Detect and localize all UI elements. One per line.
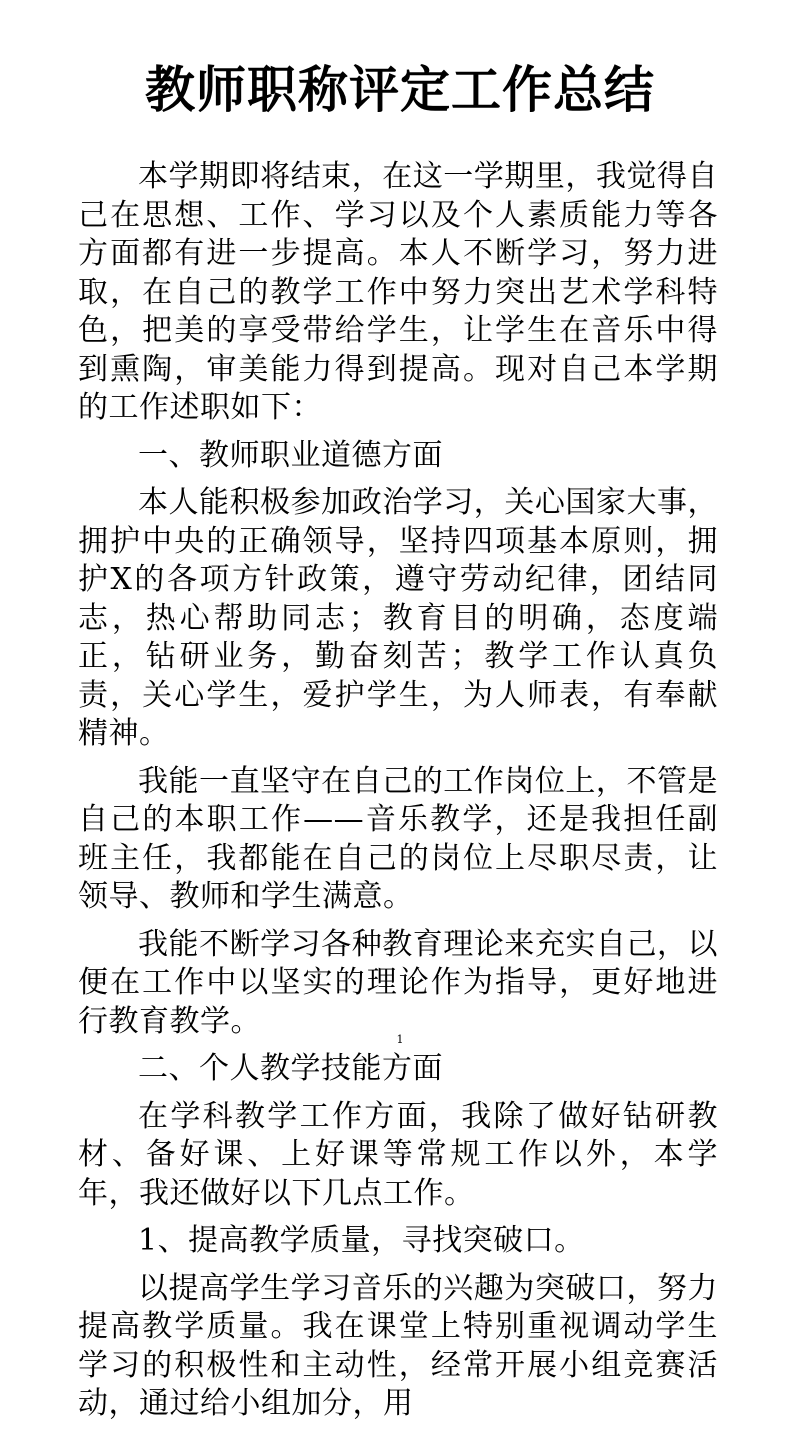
section-heading-skills: 二、个人教学技能方面 [138,1051,443,1086]
quality-paragraph: 以提高学生学习音乐的兴趣为突破口，努力提高教学质量。我在课堂上特别重视调动学生学习的积极性和主动性，经常开展小组竞赛活动，通过给小组加分，用 [78,1270,718,1421]
page-number: 1 [396,1033,404,1046]
section-heading-ethics: 一、教师职业道德方面 [138,437,443,473]
duty-paragraph: 我能一直坚守在自己的工作岗位上，不管是自己的本职工作——音乐教学，还是我担任副班主任，我都能在自己的岗位上尽职尽责，让领导、教师和学生满意。 [78,763,718,914]
subheading-quality: 1、提高教学质量，寻找突破口。 [138,1223,585,1258]
document-body [78,158,718,1433]
skills-paragraph: 在学科教学工作方面，我除了做好钻研教材、备好课、上好课等常规工作以外，本学年，我还做好以下几点工作。 [78,1098,718,1211]
intro-paragraph: 本学期即将结束，在这一学期里，我觉得自己在思想、工作、学习以及个人素质能力等各方面都有进一步提高。本人不断学习，努力进取，在自己的教学工作中努力突出艺术学科特色，把美的享受带给学生，让学生在音乐中得到熏陶，审美能力得到提高。现对自己本学期的工作述职如下： [78,159,718,425]
document-title: 教师职称评定工作总结 [145,60,655,119]
theory-paragraph: 我能不断学习各种教育理论来充实自己，以便在工作中以坚实的理论作为指导，更好地进行教育教学。 [78,926,718,1039]
ethics-paragraph: 本人能积极参加政治学习，关心国家大事，拥护中央的正确领导，坚持四项基本原则，拥护X的各项方针政策，遵守劳动纪律，团结同志，热心帮助同志；教育目的明确，态度端正，钻研业务，勤奋刻苦；教学工作认真负责，关心学生，爱护学生，为人师表，有奉献精神。 [78,485,718,751]
